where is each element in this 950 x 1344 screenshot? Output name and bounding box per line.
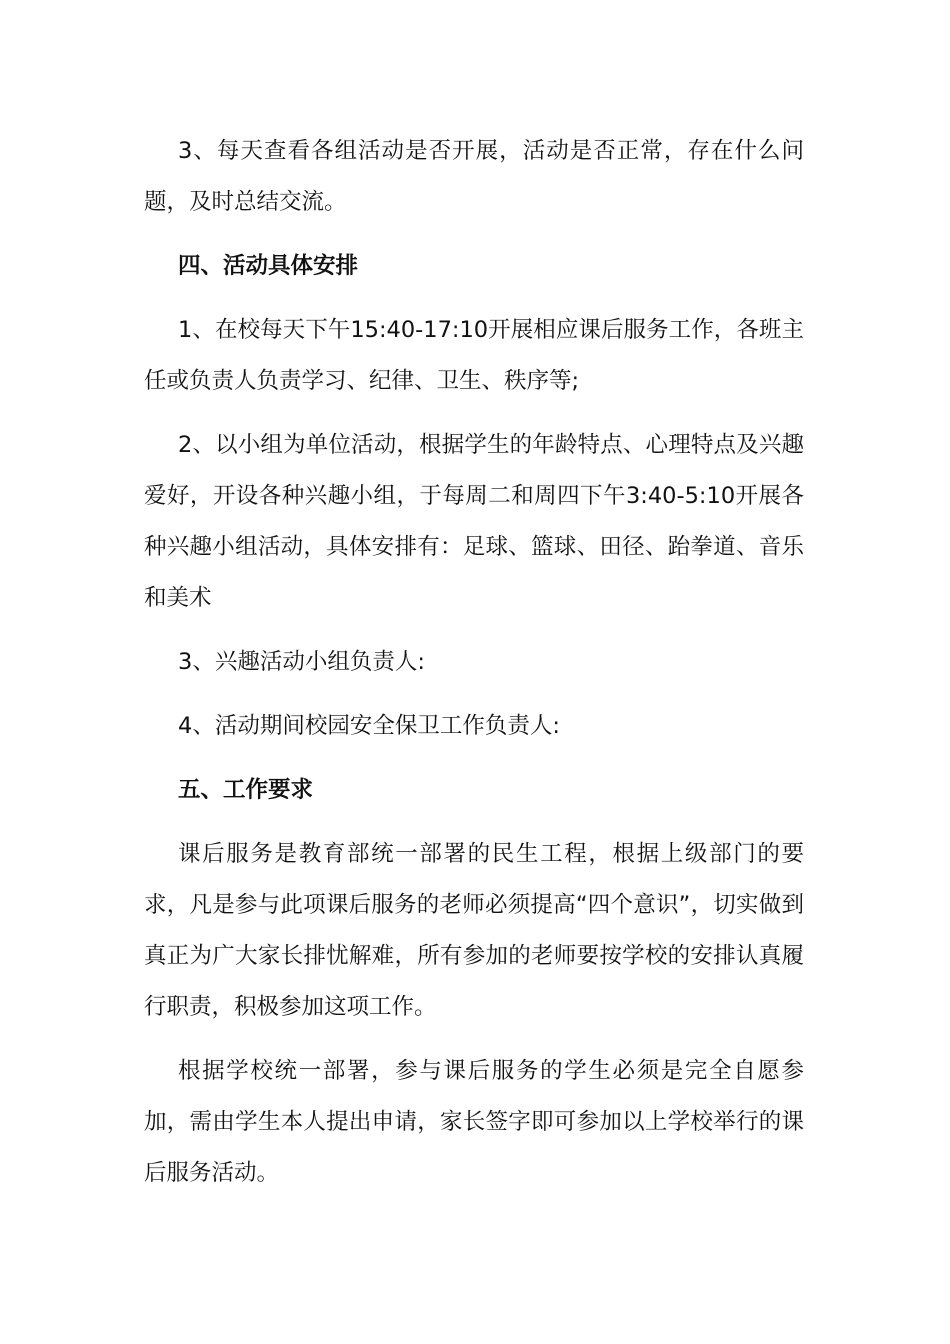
- section-heading-work-requirements: 五、工作要求: [178, 777, 314, 803]
- paragraph-item-4-safety-leader: 4、活动期间校园安全保卫工作负责人:: [178, 713, 560, 739]
- section-heading-activity-arrangement: 四、活动具体安排: [178, 253, 359, 279]
- paragraph-student-participation: 根据学校统一部署，参与课后服务的学生必须是完全自愿参加，需由学生本人提出申请，家长签字即可参加以上学校举行的课后服务活动。: [144, 1058, 804, 1186]
- paragraph-item-3-daily-check: 3、每天查看各组活动是否开展，活动是否正常，存在什么问题，及时总结交流。: [144, 138, 804, 215]
- paragraph-teacher-requirements: 课后服务是教育部统一部署的民生工程，根据上级部门的要求，凡是参与此项课后服务的老师必须提高“四个意识”，切实做到真正为广大家长排忧解难，所有参加的老师要按学校的安排认真履行职责，积极参加这项工作。: [144, 841, 804, 1020]
- document-body: [144, 126, 804, 1212]
- paragraph-item-2-interest-groups: 2、以小组为单位活动，根据学生的年龄特点、心理特点及兴趣爱好，开设各种兴趣小组，于每周二和周四下午3:40-5:10开展各种兴趣小组活动，具体安排有：足球、篮球、田径、跆拳道、音乐和美术: [144, 432, 804, 611]
- paragraph-item-3-group-leader: 3、兴趣活动小组负责人:: [178, 649, 425, 675]
- paragraph-item-1-daily-service: 1、在校每天下午15:40-17:10开展相应课后服务工作，各班主任或负责人负责学习、纪律、卫生、秩序等;: [144, 317, 804, 394]
